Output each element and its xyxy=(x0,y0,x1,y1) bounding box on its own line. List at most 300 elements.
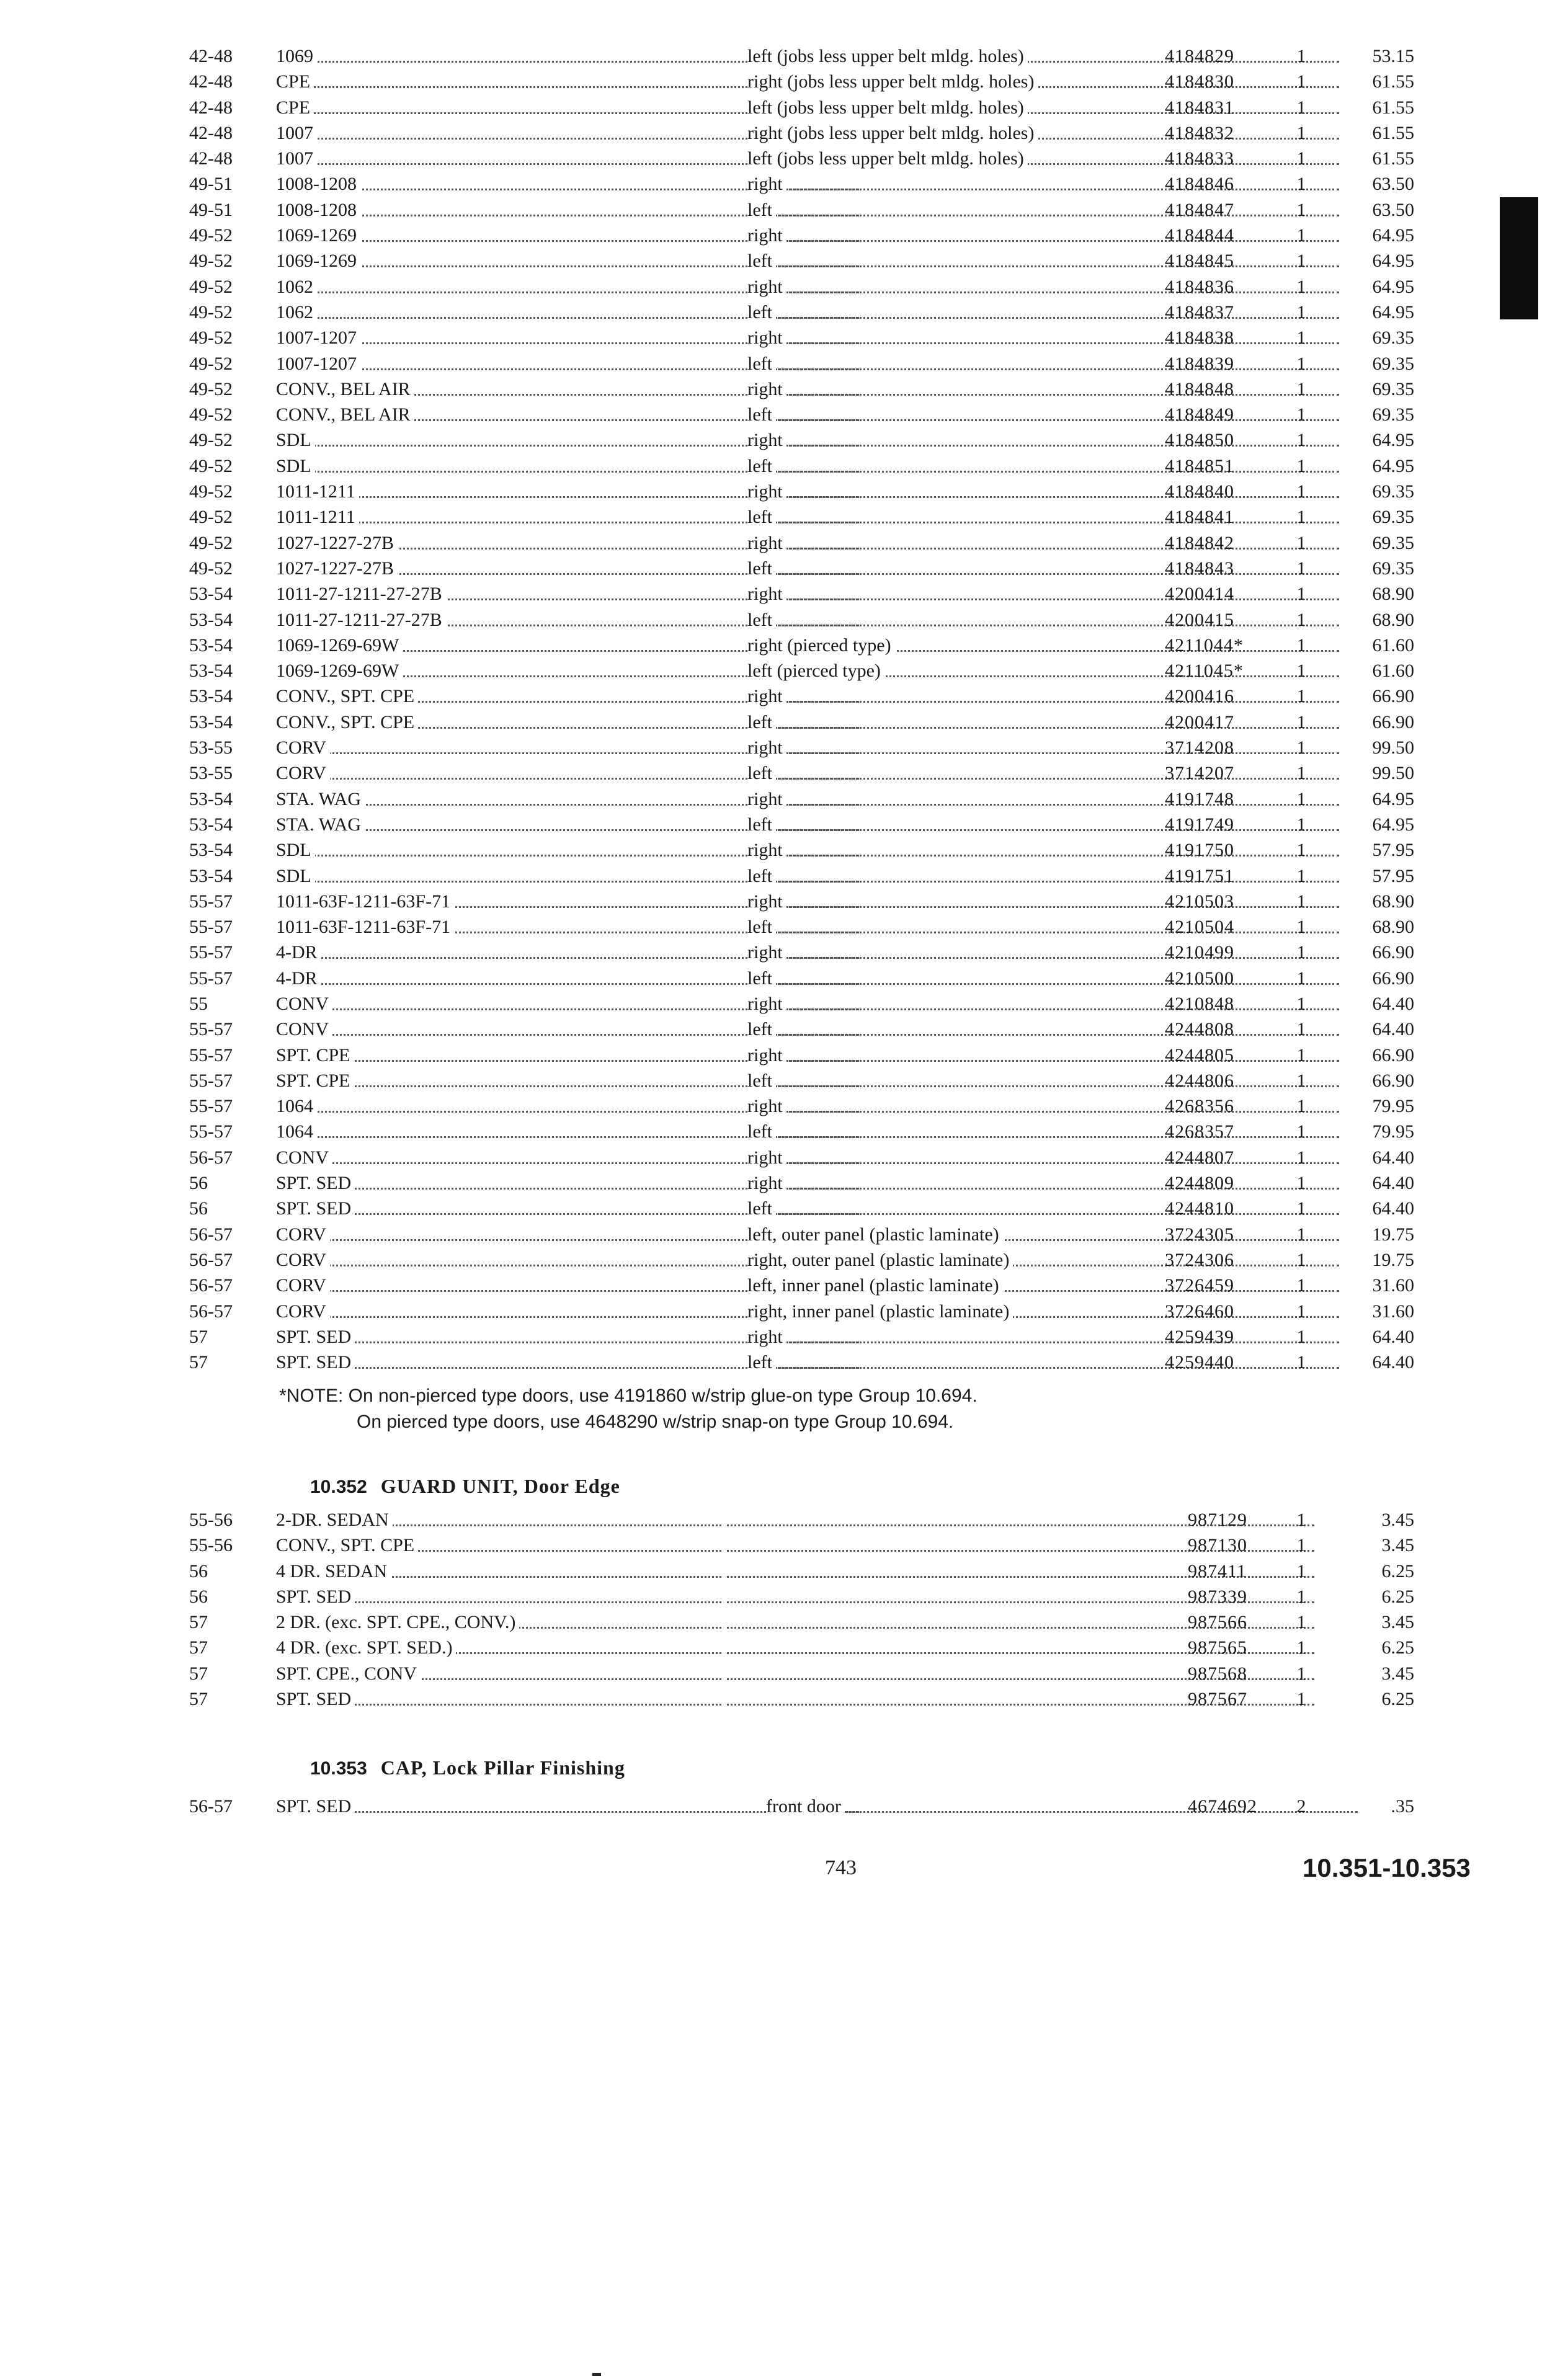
table-row xyxy=(189,863,1439,889)
part-number: 4674692 xyxy=(1188,1796,1257,1817)
body-style-text: SPT. SED xyxy=(276,1327,355,1347)
table-row xyxy=(189,1350,1439,1375)
part-number: 4184851 xyxy=(1165,455,1234,476)
list-price: 64.40 xyxy=(1372,1019,1414,1040)
year-range: 49-51 xyxy=(189,199,233,220)
year-range: 49-52 xyxy=(189,378,233,399)
table-row xyxy=(189,683,1439,709)
list-price: 31.60 xyxy=(1372,1275,1414,1296)
list-price: 63.50 xyxy=(1372,174,1414,195)
body-style-text: SPT. SED xyxy=(276,1352,355,1373)
part-number: 4210504 xyxy=(1165,917,1234,938)
description-text: left xyxy=(747,1352,776,1373)
year-range: 56 xyxy=(189,1586,208,1607)
description-text: right xyxy=(747,737,786,758)
body-style-text: SDL xyxy=(276,840,315,860)
description-text xyxy=(723,1586,726,1607)
list-price: 19.75 xyxy=(1372,1224,1414,1245)
part-number: 4184842 xyxy=(1165,532,1234,553)
quantity: 1 xyxy=(1296,71,1306,92)
table-row xyxy=(189,607,1439,633)
body-style-text: 1069-1269-69W xyxy=(276,661,403,681)
year-range: 57 xyxy=(189,1637,208,1658)
body-style-text: 1069 xyxy=(276,46,317,66)
quantity: 1 xyxy=(1296,1019,1306,1040)
year-range: 55-57 xyxy=(189,917,233,938)
list-price: 69.35 xyxy=(1372,532,1414,553)
part-number: 3724305 xyxy=(1165,1224,1234,1245)
description-text: left xyxy=(747,1019,776,1039)
body-style-text: CONV., SPT. CPE xyxy=(276,686,418,706)
quantity: 1 xyxy=(1296,686,1306,707)
quantity: 1 xyxy=(1296,1586,1306,1607)
body-style-text: CONV xyxy=(276,1147,332,1168)
description-text: right xyxy=(747,584,786,604)
description-text: left xyxy=(747,1198,776,1219)
table-row xyxy=(189,1559,1439,1584)
body-style-text: SPT. CPE., CONV xyxy=(276,1663,421,1684)
body-style-text: CONV xyxy=(276,994,332,1014)
table-row xyxy=(189,1299,1439,1324)
description-text: right (jobs less upper belt mldg. holes) xyxy=(747,123,1038,143)
body-style-text: CORV xyxy=(276,737,330,758)
table-row xyxy=(189,95,1439,120)
part-number: 4184839 xyxy=(1165,353,1234,374)
list-price: 64.40 xyxy=(1372,993,1414,1014)
list-price: 61.60 xyxy=(1372,661,1414,682)
part-number: 3726459 xyxy=(1165,1275,1234,1296)
year-range: 49-52 xyxy=(189,481,233,502)
table-row xyxy=(189,991,1439,1017)
part-number: 4184832 xyxy=(1165,122,1234,143)
quantity: 1 xyxy=(1296,507,1306,528)
body-style-text: SPT. SED xyxy=(276,1796,355,1817)
year-range: 49-52 xyxy=(189,507,233,528)
part-number: 4184847 xyxy=(1165,199,1234,220)
list-price: 53.15 xyxy=(1372,46,1414,66)
year-range: 53-54 xyxy=(189,814,233,835)
quantity: 1 xyxy=(1296,1560,1306,1582)
table-row xyxy=(189,1247,1439,1273)
table-row xyxy=(189,1222,1439,1247)
description-text: left xyxy=(747,1070,776,1091)
year-range: 53-54 xyxy=(189,788,233,809)
body-style-text: 1069-1269 xyxy=(276,251,360,271)
year-range: 49-52 xyxy=(189,455,233,476)
year-range: 56-57 xyxy=(189,1796,233,1817)
quantity: 1 xyxy=(1296,1249,1306,1270)
year-range: 57 xyxy=(189,1689,208,1710)
table-row xyxy=(189,658,1439,683)
body-style-text: SDL xyxy=(276,866,315,886)
list-price: 68.90 xyxy=(1372,584,1414,605)
body-style-text: SPT. CPE xyxy=(276,1070,354,1091)
year-range: 49-52 xyxy=(189,301,233,323)
list-price: 64.40 xyxy=(1372,1352,1414,1373)
year-range: 56 xyxy=(189,1173,208,1194)
year-range: 53-54 xyxy=(189,584,233,605)
quantity: 1 xyxy=(1296,1535,1306,1556)
description-text: left xyxy=(747,968,776,989)
list-price: 6.25 xyxy=(1381,1560,1414,1582)
list-price: 61.55 xyxy=(1372,71,1414,92)
quantity: 1 xyxy=(1296,276,1306,297)
table-row xyxy=(189,735,1439,760)
part-number: 4210500 xyxy=(1165,968,1234,989)
body-style-text: CORV xyxy=(276,1301,330,1322)
table-row xyxy=(189,1661,1439,1686)
list-price: 64.40 xyxy=(1372,1198,1414,1219)
part-number: 3714207 xyxy=(1165,763,1234,784)
description-text: right xyxy=(747,840,786,860)
quantity: 1 xyxy=(1296,891,1306,912)
body-style-text: CPE xyxy=(276,97,314,118)
description-text: left (jobs less upper belt mldg. holes) xyxy=(747,97,1028,118)
description-text: left (jobs less upper belt mldg. holes) xyxy=(747,46,1028,66)
list-price: 6.25 xyxy=(1381,1637,1414,1658)
quantity: 1 xyxy=(1296,1510,1306,1530)
description-text xyxy=(723,1689,726,1709)
quantity: 1 xyxy=(1296,46,1306,66)
table-row xyxy=(189,1507,1439,1533)
part-number: 4211045* xyxy=(1165,661,1244,682)
list-price: 3.45 xyxy=(1381,1663,1414,1684)
quantity: 1 xyxy=(1296,814,1306,835)
year-range: 53-54 xyxy=(189,634,233,656)
table-row xyxy=(189,812,1439,837)
description-text: right xyxy=(747,277,786,297)
table-row xyxy=(189,940,1439,965)
description-text: right xyxy=(747,225,786,246)
year-range: 56 xyxy=(189,1560,208,1582)
part-number: 4184846 xyxy=(1165,174,1234,195)
part-number: 3726460 xyxy=(1165,1301,1234,1322)
part-number: 4191749 xyxy=(1165,814,1234,835)
quantity: 1 xyxy=(1296,634,1306,656)
body-style-text: SPT. SED xyxy=(276,1198,355,1219)
table-row xyxy=(189,197,1439,223)
description-text: left xyxy=(747,1121,776,1142)
part-number: 987411 xyxy=(1188,1560,1247,1582)
description-text: right xyxy=(747,1096,786,1116)
list-price: 64.95 xyxy=(1372,251,1414,272)
list-price: 63.50 xyxy=(1372,199,1414,220)
description-text: right xyxy=(747,686,786,706)
quantity: 1 xyxy=(1296,1147,1306,1168)
footnote xyxy=(279,1383,978,1435)
part-number: 4184837 xyxy=(1165,301,1234,323)
quantity: 1 xyxy=(1296,378,1306,399)
body-style-text: SPT. SED xyxy=(276,1586,355,1607)
part-number: 3724306 xyxy=(1165,1249,1234,1270)
description-text: right xyxy=(747,942,786,963)
description-text: left xyxy=(747,712,776,732)
part-number: 4210848 xyxy=(1165,993,1234,1014)
body-style-text: SPT. CPE xyxy=(276,1045,354,1066)
description-text: right xyxy=(747,533,786,553)
body-style-text: 1027-1227-27B xyxy=(276,558,398,579)
description-text xyxy=(723,1637,726,1658)
body-style-text: 1064 xyxy=(276,1096,317,1116)
list-price: 66.90 xyxy=(1372,968,1414,989)
part-number: 4244807 xyxy=(1165,1147,1234,1168)
year-range: 56-57 xyxy=(189,1224,233,1245)
year-range: 42-48 xyxy=(189,46,233,66)
quantity: 1 xyxy=(1296,97,1306,118)
quantity: 1 xyxy=(1296,968,1306,989)
body-style-text: SDL xyxy=(276,430,315,450)
year-range: 53-54 xyxy=(189,840,233,861)
year-range: 55 xyxy=(189,993,208,1014)
description-text: left xyxy=(747,456,776,476)
description-text: right xyxy=(747,891,786,912)
year-range: 55-57 xyxy=(189,968,233,989)
description-text: left xyxy=(747,610,776,630)
table-row xyxy=(189,427,1439,453)
quantity: 1 xyxy=(1296,199,1306,220)
body-style-text: CORV xyxy=(276,1224,330,1245)
part-number: 4184841 xyxy=(1165,507,1234,528)
table-row xyxy=(189,1145,1439,1170)
part-number: 4210499 xyxy=(1165,942,1234,963)
year-range: 55-56 xyxy=(189,1510,233,1530)
year-range: 49-52 xyxy=(189,558,233,579)
quantity: 1 xyxy=(1296,1326,1306,1347)
quantity: 1 xyxy=(1296,788,1306,809)
list-price: 64.95 xyxy=(1372,225,1414,246)
parts-table-main xyxy=(189,43,1439,1375)
parts-table-10-353 xyxy=(189,1794,1439,1819)
list-price: 64.95 xyxy=(1372,301,1414,323)
list-price: 64.40 xyxy=(1372,1326,1414,1347)
part-number: 4210503 xyxy=(1165,891,1234,912)
part-number: 4184843 xyxy=(1165,558,1234,579)
quantity: 1 xyxy=(1296,1689,1306,1710)
description-text: front door xyxy=(766,1796,845,1817)
body-style-text: CORV xyxy=(276,1250,330,1270)
list-price: 64.95 xyxy=(1372,814,1414,835)
part-number: 987129 xyxy=(1188,1510,1247,1530)
quantity: 1 xyxy=(1296,455,1306,476)
description-text: right xyxy=(747,994,786,1014)
part-number: 4244810 xyxy=(1165,1198,1234,1219)
table-row xyxy=(189,300,1439,325)
quantity: 1 xyxy=(1296,1173,1306,1194)
table-row xyxy=(189,837,1439,863)
description-text: left, inner panel (plastic laminate) xyxy=(747,1275,1003,1296)
description-text: right xyxy=(747,430,786,450)
part-number: 4191748 xyxy=(1165,788,1234,809)
quantity: 1 xyxy=(1296,1352,1306,1373)
list-price: 19.75 xyxy=(1372,1249,1414,1270)
list-price: 61.55 xyxy=(1372,122,1414,143)
quantity: 1 xyxy=(1296,584,1306,605)
quantity: 1 xyxy=(1296,711,1306,732)
year-range: 42-48 xyxy=(189,148,233,169)
body-style-text: 1011-63F-1211-63F-71 xyxy=(276,917,454,937)
description-text: left xyxy=(747,200,776,220)
year-range: 49-52 xyxy=(189,327,233,349)
quantity: 1 xyxy=(1296,1612,1306,1633)
list-price: 69.35 xyxy=(1372,404,1414,425)
list-price: 66.90 xyxy=(1372,1070,1414,1091)
year-range: 49-52 xyxy=(189,276,233,297)
description-text: right xyxy=(747,1327,786,1347)
list-price: 69.35 xyxy=(1372,481,1414,502)
body-style-text: 1027-1227-27B xyxy=(276,533,398,553)
quantity: 1 xyxy=(1296,1121,1306,1142)
year-range: 56-57 xyxy=(189,1147,233,1168)
description-text: left (jobs less upper belt mldg. holes) xyxy=(747,148,1028,169)
body-style-text: 1007-1207 xyxy=(276,354,360,374)
body-style-text: 1064 xyxy=(276,1121,317,1142)
quantity: 1 xyxy=(1296,661,1306,682)
part-number: 4184848 xyxy=(1165,378,1234,399)
list-price: 64.40 xyxy=(1372,1173,1414,1194)
table-row xyxy=(189,914,1439,940)
body-style-text: CONV., SPT. CPE xyxy=(276,1535,418,1555)
part-number: 4184840 xyxy=(1165,481,1234,502)
list-price: 69.35 xyxy=(1372,327,1414,349)
description-text: left xyxy=(747,507,776,527)
quantity: 1 xyxy=(1296,942,1306,963)
body-style-text: 1011-1211 xyxy=(276,507,359,527)
year-range: 49-52 xyxy=(189,353,233,374)
list-price: 66.90 xyxy=(1372,686,1414,707)
quantity: 1 xyxy=(1296,225,1306,246)
description-text: left xyxy=(747,814,776,835)
quantity: 1 xyxy=(1296,1096,1306,1117)
quantity: 1 xyxy=(1296,558,1306,579)
part-number: 987130 xyxy=(1188,1535,1247,1556)
table-row xyxy=(189,504,1439,530)
part-number: 4191750 xyxy=(1165,840,1234,861)
part-number: 4211044* xyxy=(1165,634,1244,656)
quantity: 1 xyxy=(1296,481,1306,502)
body-style-text: 1062 xyxy=(276,277,317,297)
quantity: 1 xyxy=(1296,122,1306,143)
year-range: 57 xyxy=(189,1663,208,1684)
body-style-text: CORV xyxy=(276,1275,330,1296)
body-style-text: STA. WAG xyxy=(276,814,365,835)
year-range: 57 xyxy=(189,1612,208,1633)
body-style-text: CPE xyxy=(276,71,314,92)
list-price: 61.55 xyxy=(1372,148,1414,169)
quantity: 1 xyxy=(1296,1198,1306,1219)
table-row xyxy=(189,760,1439,786)
list-price: 6.25 xyxy=(1381,1689,1414,1710)
quantity: 1 xyxy=(1296,1070,1306,1091)
table-row xyxy=(189,1170,1439,1196)
print-speck xyxy=(592,2373,601,2376)
body-style-text: 1007 xyxy=(276,148,317,169)
table-row xyxy=(189,1794,1439,1819)
table-row xyxy=(189,530,1439,556)
part-number: 4184844 xyxy=(1165,225,1234,246)
body-style-text: 4 DR. (exc. SPT. SED.) xyxy=(276,1637,456,1658)
description-text: right xyxy=(747,481,786,502)
description-text xyxy=(723,1535,726,1555)
body-style-text: 4-DR xyxy=(276,968,321,989)
body-style-text: SPT. SED xyxy=(276,1173,355,1193)
list-price: 64.95 xyxy=(1372,276,1414,297)
body-style-text: 1011-1211 xyxy=(276,481,359,502)
table-row xyxy=(189,1043,1439,1068)
table-row xyxy=(189,402,1439,427)
body-style-text: 4-DR xyxy=(276,942,321,963)
year-range: 49-52 xyxy=(189,532,233,553)
table-row xyxy=(189,1273,1439,1298)
section-number: 10.352 xyxy=(310,1477,367,1497)
list-price: 3.45 xyxy=(1381,1612,1414,1633)
year-range: 53-54 xyxy=(189,609,233,630)
description-text: left xyxy=(747,251,776,271)
description-text xyxy=(723,1510,726,1530)
year-range: 42-48 xyxy=(189,122,233,143)
table-row xyxy=(189,1068,1439,1093)
list-price: 68.90 xyxy=(1372,917,1414,938)
part-number: 4184833 xyxy=(1165,148,1234,169)
section-number: 10.353 xyxy=(310,1758,367,1779)
part-number: 4200417 xyxy=(1165,711,1234,732)
part-number: 4184850 xyxy=(1165,430,1234,451)
quantity: 1 xyxy=(1296,737,1306,759)
quantity: 1 xyxy=(1296,763,1306,784)
table-row xyxy=(189,69,1439,94)
quantity: 2 xyxy=(1296,1796,1306,1817)
group-range-label: 10.351-10.353 xyxy=(1303,1853,1471,1882)
part-number: 3714208 xyxy=(1165,737,1234,759)
table-row xyxy=(189,1119,1439,1144)
table-row xyxy=(189,351,1439,376)
footnote-line-2: On pierced type doors, use 4648290 w/strip snap-on type Group 10.694. xyxy=(357,1412,954,1432)
page-number: 743 xyxy=(825,1856,857,1879)
list-price: 64.95 xyxy=(1372,788,1414,809)
list-price: 68.90 xyxy=(1372,891,1414,912)
table-row xyxy=(189,1093,1439,1119)
body-style-text: SPT. SED xyxy=(276,1689,355,1709)
part-number: 987568 xyxy=(1188,1663,1247,1684)
description-text: left (pierced type) xyxy=(747,661,884,681)
table-row xyxy=(189,479,1439,504)
body-style-text: 1011-27-1211-27-27B xyxy=(276,584,446,604)
part-number: 4184849 xyxy=(1165,404,1234,425)
section-title: GUARD UNIT, Door Edge xyxy=(380,1475,620,1497)
table-row xyxy=(189,325,1439,350)
part-number: 4191751 xyxy=(1165,865,1234,886)
description-text: left xyxy=(747,763,776,783)
quantity: 1 xyxy=(1296,917,1306,938)
table-row xyxy=(189,1635,1439,1660)
table-row xyxy=(189,966,1439,991)
part-number: 4259439 xyxy=(1165,1326,1234,1347)
description-text: left xyxy=(747,917,776,937)
year-range: 53-54 xyxy=(189,686,233,707)
year-range: 49-52 xyxy=(189,251,233,272)
table-row xyxy=(189,710,1439,735)
description-text: right xyxy=(747,1045,786,1066)
part-number: 4268356 xyxy=(1165,1096,1234,1117)
description-text: left xyxy=(747,354,776,374)
quantity: 1 xyxy=(1296,148,1306,169)
quantity: 1 xyxy=(1296,1637,1306,1658)
part-number: 4184836 xyxy=(1165,276,1234,297)
part-number: 987567 xyxy=(1188,1689,1247,1710)
quantity: 1 xyxy=(1296,609,1306,630)
year-range: 55-56 xyxy=(189,1535,233,1556)
table-row xyxy=(189,248,1439,274)
table-row xyxy=(189,581,1439,607)
